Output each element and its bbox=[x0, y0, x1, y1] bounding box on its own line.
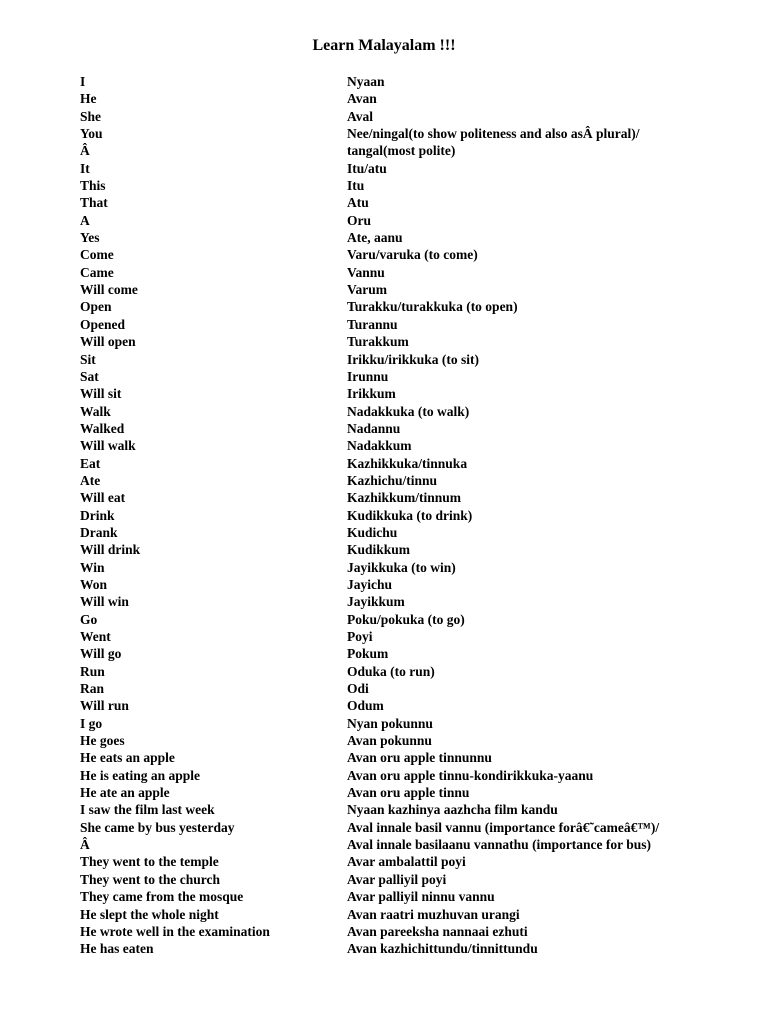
english-term: Â bbox=[80, 837, 90, 853]
table-row bbox=[80, 593, 720, 610]
english-term: She bbox=[80, 108, 102, 124]
table-row bbox=[80, 784, 720, 801]
table-row bbox=[80, 871, 720, 888]
table-row bbox=[80, 194, 720, 211]
table-row bbox=[80, 559, 720, 576]
malayalam-term: Kazhikkuka/tinnuka bbox=[347, 455, 468, 471]
english-term: It bbox=[80, 160, 90, 176]
table-row bbox=[80, 212, 720, 229]
english-term: Yes bbox=[80, 230, 100, 246]
table-row bbox=[80, 749, 720, 766]
table-row bbox=[80, 507, 720, 524]
table-row bbox=[80, 611, 720, 628]
table-row bbox=[80, 697, 720, 714]
table-row bbox=[80, 108, 720, 125]
malayalam-term: Odi bbox=[347, 681, 369, 697]
english-term: Run bbox=[80, 663, 105, 679]
malayalam-term: Atu bbox=[347, 195, 369, 211]
table-row bbox=[80, 801, 720, 818]
english-term: Walk bbox=[80, 403, 111, 419]
english-term: He goes bbox=[80, 733, 125, 749]
english-term: He ate an apple bbox=[80, 785, 170, 801]
malayalam-term: Avan raatri muzhuvan urangi bbox=[347, 906, 520, 922]
page-title: Learn Malayalam !!! bbox=[312, 37, 456, 54]
table-row bbox=[80, 767, 720, 784]
table-row bbox=[80, 472, 720, 489]
table-row bbox=[80, 836, 720, 853]
english-term: That bbox=[80, 195, 108, 211]
english-term: Drank bbox=[80, 524, 118, 540]
table-row bbox=[80, 437, 720, 454]
malayalam-term: Nadakkum bbox=[347, 438, 412, 454]
english-term: He has eaten bbox=[80, 941, 154, 957]
malayalam-term: Poyi bbox=[347, 629, 373, 644]
english-term: Come bbox=[80, 247, 114, 263]
table-row bbox=[80, 333, 720, 350]
malayalam-term: Avan bbox=[347, 91, 377, 107]
english-term: He eats an apple bbox=[80, 750, 175, 766]
table-row bbox=[80, 888, 720, 905]
malayalam-term: Ate, aanu bbox=[347, 230, 403, 246]
malayalam-term: Oduka (to run) bbox=[347, 663, 435, 679]
english-term: Went bbox=[80, 629, 111, 644]
english-term: Ran bbox=[80, 681, 105, 697]
malayalam-term: Avan pareeksha nannaai ezhuti bbox=[347, 923, 528, 939]
malayalam-term: Itu/atu bbox=[347, 160, 387, 176]
table-row bbox=[80, 316, 720, 333]
malayalam-term: Kudichu bbox=[347, 524, 398, 540]
english-term: I go bbox=[80, 715, 103, 731]
table-row bbox=[80, 142, 720, 159]
malayalam-term: Kazhikkum/tinnum bbox=[347, 490, 462, 506]
english-term: Will come bbox=[80, 282, 138, 298]
malayalam-term: Aval bbox=[347, 108, 373, 124]
english-term: I saw the film last week bbox=[80, 802, 215, 818]
english-term: Will win bbox=[80, 594, 129, 610]
english-term: Won bbox=[80, 576, 108, 592]
malayalam-term: Aval innale basilaanu vannathu (importance for bus) bbox=[347, 837, 652, 853]
english-term: This bbox=[80, 178, 106, 194]
table-row bbox=[80, 403, 720, 420]
english-term: A bbox=[80, 212, 90, 228]
vocabulary-table bbox=[80, 73, 720, 958]
malayalam-term: Avan oru apple tinnu bbox=[347, 785, 470, 801]
malayalam-term: Avan pokunnu bbox=[347, 733, 432, 749]
table-row bbox=[80, 524, 720, 541]
table-row bbox=[80, 385, 720, 402]
english-term: They went to the temple bbox=[80, 854, 219, 870]
english-term: Will sit bbox=[80, 386, 122, 402]
malayalam-term: Avan oru apple tinnu-kondirikkuka-yaanu bbox=[347, 767, 594, 783]
malayalam-term: Irikku/irikkuka (to sit) bbox=[347, 351, 480, 367]
english-term: Sat bbox=[80, 368, 99, 384]
table-row bbox=[80, 90, 720, 107]
english-term: Will drink bbox=[80, 542, 141, 558]
malayalam-term: Oru bbox=[347, 212, 372, 228]
english-term: He slept the whole night bbox=[80, 906, 219, 922]
english-term: Win bbox=[80, 559, 105, 575]
english-term: Will go bbox=[80, 646, 122, 662]
table-row bbox=[80, 906, 720, 923]
malayalam-term: Kazhichu/tinnu bbox=[347, 472, 438, 488]
table-row bbox=[80, 246, 720, 263]
malayalam-term: Jayichu bbox=[347, 576, 393, 592]
table-row bbox=[80, 819, 720, 836]
malayalam-term: Turannu bbox=[347, 316, 398, 332]
english-term: He bbox=[80, 91, 97, 107]
english-term: Drink bbox=[80, 507, 115, 523]
table-row bbox=[80, 940, 720, 957]
table-row bbox=[80, 680, 720, 697]
malayalam-term: Irikkum bbox=[347, 386, 396, 402]
malayalam-term: Turakku/turakkuka (to open) bbox=[347, 299, 518, 315]
table-row bbox=[80, 298, 720, 315]
english-term: I bbox=[80, 74, 86, 89]
english-term: Walked bbox=[80, 420, 125, 436]
table-row bbox=[80, 351, 720, 368]
english-term: She came by bus yesterday bbox=[80, 819, 235, 835]
malayalam-term: Varum bbox=[347, 282, 388, 298]
malayalam-term: Aval innale basil vannu (importance forâ€˜cameâ€™)/ bbox=[347, 819, 660, 835]
malayalam-term: Odum bbox=[347, 698, 384, 714]
malayalam-term: Irunnu bbox=[347, 368, 389, 384]
english-term: He is eating an apple bbox=[80, 767, 201, 783]
english-term: He wrote well in the examination bbox=[80, 923, 270, 939]
table-row bbox=[80, 281, 720, 298]
malayalam-term: Avar palliyil ninnu vannu bbox=[347, 889, 495, 905]
malayalam-term: Avan kazhichittundu/tinnittundu bbox=[347, 941, 538, 957]
english-term: Will open bbox=[80, 334, 136, 350]
table-row bbox=[80, 125, 720, 142]
malayalam-term: Nee/ningal(to show politeness and also asÂ plural)/ bbox=[347, 126, 640, 142]
malayalam-term: Kudikkuka (to drink) bbox=[347, 507, 473, 523]
english-term: Â bbox=[80, 143, 90, 159]
malayalam-term: Nyaan kazhinya aazhcha film kandu bbox=[347, 802, 558, 818]
table-row bbox=[80, 73, 720, 90]
malayalam-term: Jayikkuka (to win) bbox=[347, 559, 456, 575]
table-row bbox=[80, 663, 720, 680]
table-row bbox=[80, 541, 720, 558]
table-row bbox=[80, 489, 720, 506]
table-row bbox=[80, 923, 720, 940]
malayalam-term: Avan oru apple tinnunnu bbox=[347, 750, 492, 766]
table-row bbox=[80, 715, 720, 732]
malayalam-term: Nyan pokunnu bbox=[347, 715, 433, 731]
table-row bbox=[80, 645, 720, 662]
malayalam-term: Turakkum bbox=[347, 334, 409, 350]
english-term: Will walk bbox=[80, 438, 136, 454]
english-term: Will eat bbox=[80, 490, 126, 506]
table-row bbox=[80, 732, 720, 749]
malayalam-term: Avar palliyil poyi bbox=[347, 871, 447, 887]
table-row bbox=[80, 455, 720, 472]
malayalam-term: Kudikkum bbox=[347, 542, 411, 558]
malayalam-term: Itu bbox=[347, 178, 365, 194]
english-term: Sit bbox=[80, 351, 96, 367]
table-row bbox=[80, 264, 720, 281]
malayalam-term: Jayikkum bbox=[347, 594, 405, 610]
malayalam-term: Nadakkuka (to walk) bbox=[347, 403, 470, 419]
english-term: Ate bbox=[80, 472, 101, 488]
english-term: Will run bbox=[80, 698, 129, 714]
english-term: Open bbox=[80, 299, 112, 315]
table-row bbox=[80, 368, 720, 385]
malayalam-term: Varu/varuka (to come) bbox=[347, 247, 478, 263]
english-term: They came from the mosque bbox=[80, 889, 244, 905]
malayalam-term: tangal(most polite) bbox=[347, 143, 456, 159]
english-term: You bbox=[80, 126, 103, 142]
english-term: Came bbox=[80, 264, 114, 280]
table-row bbox=[80, 576, 720, 593]
malayalam-term: Nyaan bbox=[347, 74, 385, 89]
english-term: Go bbox=[80, 611, 98, 627]
table-row bbox=[80, 177, 720, 194]
table-row bbox=[80, 229, 720, 246]
malayalam-term: Pokum bbox=[347, 646, 389, 662]
table-row bbox=[80, 628, 720, 645]
english-term: They went to the church bbox=[80, 871, 220, 887]
english-term: Eat bbox=[80, 455, 101, 471]
table-row bbox=[80, 853, 720, 870]
malayalam-term: Poku/pokuka (to go) bbox=[347, 611, 465, 627]
malayalam-term: Avar ambalattil poyi bbox=[347, 854, 466, 870]
table-row bbox=[80, 160, 720, 177]
malayalam-term: Vannu bbox=[347, 264, 385, 280]
table-row bbox=[80, 420, 720, 437]
english-term: Opened bbox=[80, 316, 126, 332]
malayalam-term: Nadannu bbox=[347, 420, 401, 436]
